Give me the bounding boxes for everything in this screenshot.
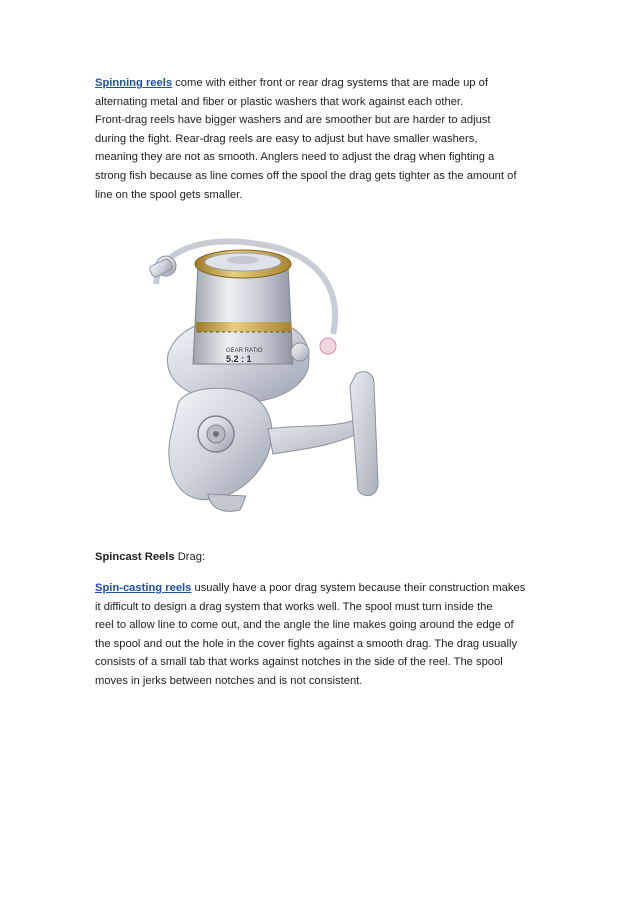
watermark-badge [320,338,336,354]
paragraph-line: consists of a small tab that works against notches in the side of the reel. The spool [95,656,503,669]
reel-foot [208,494,246,511]
paragraph-line [95,74,555,93]
handle-arm [268,419,366,454]
paragraph-line: line on the spool gets smaller. [95,188,243,201]
gear-ratio-label: GEAR RATIO [226,348,263,354]
paragraph-line: moves in jerks between notches and is not consistent. [95,674,363,687]
spinning-reels-paragraph [95,74,555,204]
handle-knob [350,372,378,496]
paragraph-line: alternating metal and fiber or plastic washers that work against each other. [95,95,464,108]
paragraph-line [95,579,555,598]
paragraph-line: meaning they are not as smooth. Anglers need to adjust the drag when fighting a [95,151,495,164]
gear-ratio-value: 5.2 : 1 [226,354,252,364]
line-text: come with either front or rear drag systems that are made up of [172,77,488,89]
spin-casting-paragraph [95,579,555,691]
spin-casting-reels-link[interactable]: Spin-casting reels [95,582,192,594]
paragraph-line: the spool and out the hole in the cover fights against a smooth drag. The drag usually [95,637,518,650]
spool-gold-band [196,322,291,332]
heading-bold: Spincast Reels [95,551,175,563]
heading-rest: Drag: [174,551,206,563]
paragraph-line: during the fight. Rear-drag reels are easy to adjust but have smaller washers, [95,132,478,145]
line-text: usually have a poor drag system because their construction makes [191,582,526,594]
paragraph-line: strong fish because as line comes off the spool the drag gets tighter as the amount of [95,169,517,182]
line-roller [291,343,309,361]
paragraph-line: it difficult to design a drag system that works well. The spool must turn inside the [95,600,493,613]
spincast-heading [95,548,555,567]
paragraph-line: reel to allow line to come out, and the angle the line makes going around the edge of [95,619,514,632]
spinning-reels-link[interactable]: Spinning reels [95,77,173,89]
paragraph-line: Front-drag reels have bigger washers and are smoother but are harder to adjust [95,114,491,127]
spinning-reel-image [128,214,438,524]
heading-line [95,548,555,567]
